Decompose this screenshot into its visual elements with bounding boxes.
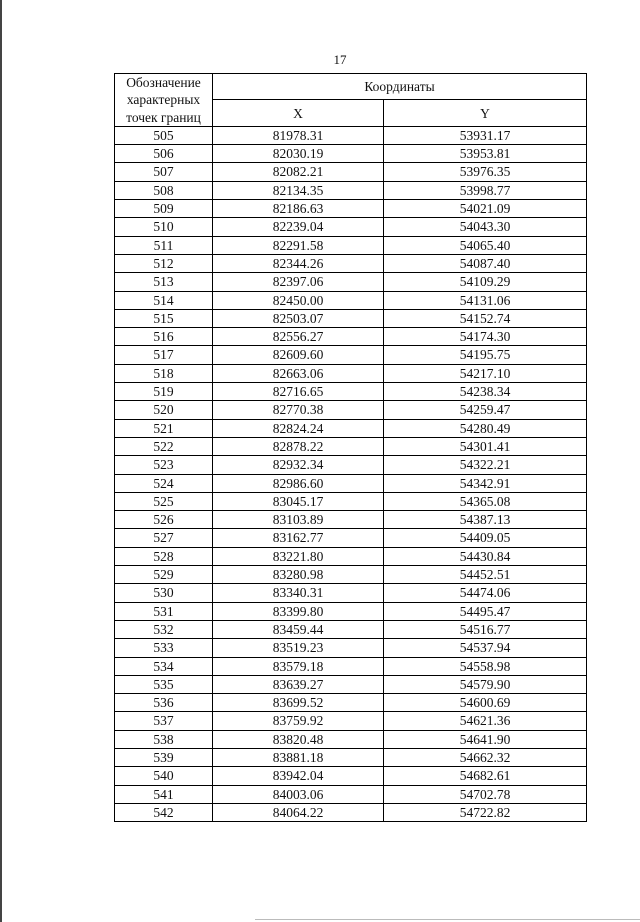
table-row (115, 437, 587, 455)
point-number-cell: 518 (115, 364, 213, 382)
point-number-cell: 537 (115, 712, 213, 730)
y-coordinate-cell: 54387.13 (384, 511, 587, 529)
x-coordinate-cell: 82239.04 (213, 218, 384, 236)
y-coordinate-cell: 53931.17 (384, 126, 587, 144)
x-coordinate-cell: 83221.80 (213, 547, 384, 565)
table-row (115, 346, 587, 364)
y-coordinate-cell: 54662.32 (384, 748, 587, 766)
page-number: 17 (333, 52, 347, 67)
table-row (115, 694, 587, 712)
x-coordinate-cell: 82986.60 (213, 474, 384, 492)
y-coordinate-cell: 54280.49 (384, 419, 587, 437)
point-header-line-2: характерных (126, 92, 201, 108)
table-row (115, 584, 587, 602)
table-row (115, 712, 587, 730)
y-coordinate-cell: 54409.05 (384, 529, 587, 547)
table-row (115, 273, 587, 291)
point-number-cell: 510 (115, 218, 213, 236)
x-coordinate-cell: 82503.07 (213, 309, 384, 327)
y-coordinate-cell: 54537.94 (384, 639, 587, 657)
point-designation-header (115, 74, 213, 127)
x-coordinate-cell: 83399.80 (213, 602, 384, 620)
point-number-cell: 509 (115, 200, 213, 218)
x-coordinate-cell: 83820.48 (213, 730, 384, 748)
point-number-cell: 514 (115, 291, 213, 309)
x-coordinate-cell: 83881.18 (213, 748, 384, 766)
table-row (115, 730, 587, 748)
coordinates-header: Координаты (213, 74, 587, 100)
point-number-cell: 539 (115, 748, 213, 766)
y-coordinate-cell: 54043.30 (384, 218, 587, 236)
table-row (115, 236, 587, 254)
table-row (115, 126, 587, 144)
point-number-cell: 519 (115, 383, 213, 401)
table-row (115, 218, 587, 236)
x-coordinate-cell: 83759.92 (213, 712, 384, 730)
y-coordinate-cell: 54641.90 (384, 730, 587, 748)
table-row (115, 364, 587, 382)
point-number-cell: 511 (115, 236, 213, 254)
y-coordinate-cell: 54600.69 (384, 694, 587, 712)
point-number-cell: 522 (115, 437, 213, 455)
point-number-cell: 512 (115, 254, 213, 272)
x-coordinate-cell: 82397.06 (213, 273, 384, 291)
x-coordinate-cell: 81978.31 (213, 126, 384, 144)
y-coordinate-cell: 54558.98 (384, 657, 587, 675)
table-row (115, 639, 587, 657)
y-coordinate-cell: 54087.40 (384, 254, 587, 272)
point-number-cell: 513 (115, 273, 213, 291)
y-coordinate-cell: 54131.06 (384, 291, 587, 309)
y-coordinate-cell: 54217.10 (384, 364, 587, 382)
point-number-cell: 538 (115, 730, 213, 748)
point-number-cell: 535 (115, 675, 213, 693)
table-row (115, 748, 587, 766)
x-coordinate-cell: 82344.26 (213, 254, 384, 272)
x-coordinate-cell: 83639.27 (213, 675, 384, 693)
table-row (115, 511, 587, 529)
x-coordinate-cell: 82450.00 (213, 291, 384, 309)
y-coordinate-cell: 54702.78 (384, 785, 587, 803)
x-coordinate-cell: 83340.31 (213, 584, 384, 602)
point-number-cell: 542 (115, 803, 213, 821)
x-coordinate-cell: 83280.98 (213, 566, 384, 584)
point-number-cell: 521 (115, 419, 213, 437)
y-coordinate-cell: 54342.91 (384, 474, 587, 492)
x-coordinate-cell: 83459.44 (213, 620, 384, 638)
table-row (115, 803, 587, 821)
y-coordinate-cell: 53998.77 (384, 181, 587, 199)
point-number-cell: 528 (115, 547, 213, 565)
x-coordinate-cell: 83162.77 (213, 529, 384, 547)
table-row (115, 401, 587, 419)
x-coordinate-cell: 82609.60 (213, 346, 384, 364)
x-column-header: X (213, 100, 384, 126)
x-coordinate-cell: 83699.52 (213, 694, 384, 712)
point-header-line-3: точек границ (126, 109, 201, 125)
x-coordinate-cell: 83579.18 (213, 657, 384, 675)
point-number-cell: 531 (115, 602, 213, 620)
y-coordinate-cell: 54195.75 (384, 346, 587, 364)
x-coordinate-cell: 83519.23 (213, 639, 384, 657)
table-row (115, 181, 587, 199)
table-row (115, 291, 587, 309)
y-coordinate-cell: 54579.90 (384, 675, 587, 693)
point-number-cell: 525 (115, 492, 213, 510)
point-number-cell: 541 (115, 785, 213, 803)
x-coordinate-cell: 82716.65 (213, 383, 384, 401)
y-coordinate-cell: 54452.51 (384, 566, 587, 584)
table-row (115, 145, 587, 163)
point-number-cell: 533 (115, 639, 213, 657)
point-number-cell: 524 (115, 474, 213, 492)
x-coordinate-cell: 82082.21 (213, 163, 384, 181)
point-number-cell: 516 (115, 328, 213, 346)
x-coordinate-cell: 82932.34 (213, 456, 384, 474)
table-row (115, 419, 587, 437)
page-bottom-edge (255, 919, 640, 920)
y-coordinate-cell: 54682.61 (384, 767, 587, 785)
y-coordinate-cell: 54021.09 (384, 200, 587, 218)
x-coordinate-cell: 82186.63 (213, 200, 384, 218)
x-coordinate-cell: 82134.35 (213, 181, 384, 199)
table-row (115, 547, 587, 565)
point-number-cell: 517 (115, 346, 213, 364)
point-number-cell: 520 (115, 401, 213, 419)
point-number-cell: 507 (115, 163, 213, 181)
point-header-line-1: Обозначение (126, 75, 201, 90)
point-number-cell: 508 (115, 181, 213, 199)
x-coordinate-cell: 83942.04 (213, 767, 384, 785)
page-left-edge (0, 0, 2, 922)
x-coordinate-cell: 82878.22 (213, 437, 384, 455)
y-coordinate-cell: 54495.47 (384, 602, 587, 620)
table-row (115, 675, 587, 693)
table-row (115, 785, 587, 803)
table-row (115, 456, 587, 474)
x-coordinate-cell: 84003.06 (213, 785, 384, 803)
y-coordinate-cell: 54474.06 (384, 584, 587, 602)
table-row (115, 657, 587, 675)
x-coordinate-cell: 83103.89 (213, 511, 384, 529)
y-coordinate-cell: 54621.36 (384, 712, 587, 730)
x-coordinate-cell: 82663.06 (213, 364, 384, 382)
y-coordinate-cell: 54301.41 (384, 437, 587, 455)
point-number-cell: 536 (115, 694, 213, 712)
coordinates-table (114, 73, 587, 822)
table-row (115, 620, 587, 638)
y-column-header: Y (384, 100, 587, 126)
table-row (115, 254, 587, 272)
y-coordinate-cell: 54152.74 (384, 309, 587, 327)
x-coordinate-cell: 82770.38 (213, 401, 384, 419)
point-number-cell: 529 (115, 566, 213, 584)
y-coordinate-cell: 54516.77 (384, 620, 587, 638)
table-row (115, 566, 587, 584)
y-coordinate-cell: 54259.47 (384, 401, 587, 419)
table-row (115, 328, 587, 346)
point-number-cell: 526 (115, 511, 213, 529)
point-number-cell: 505 (115, 126, 213, 144)
x-coordinate-cell: 83045.17 (213, 492, 384, 510)
y-coordinate-cell: 53976.35 (384, 163, 587, 181)
x-coordinate-cell: 82030.19 (213, 145, 384, 163)
y-coordinate-cell: 54322.21 (384, 456, 587, 474)
y-coordinate-cell: 54174.30 (384, 328, 587, 346)
table-row (115, 492, 587, 510)
x-coordinate-cell: 84064.22 (213, 803, 384, 821)
y-coordinate-cell: 54430.84 (384, 547, 587, 565)
y-coordinate-cell: 54238.34 (384, 383, 587, 401)
point-number-cell: 532 (115, 620, 213, 638)
point-number-cell: 534 (115, 657, 213, 675)
point-number-cell: 530 (115, 584, 213, 602)
x-coordinate-cell: 82291.58 (213, 236, 384, 254)
coordinates-table-body (115, 126, 587, 821)
x-coordinate-cell: 82824.24 (213, 419, 384, 437)
x-coordinate-cell: 82556.27 (213, 328, 384, 346)
point-number-cell: 523 (115, 456, 213, 474)
point-number-cell: 540 (115, 767, 213, 785)
y-coordinate-cell: 54109.29 (384, 273, 587, 291)
table-row (115, 602, 587, 620)
y-coordinate-cell: 54365.08 (384, 492, 587, 510)
y-coordinate-cell: 54722.82 (384, 803, 587, 821)
table-row (115, 529, 587, 547)
table-row (115, 474, 587, 492)
y-coordinate-cell: 53953.81 (384, 145, 587, 163)
table-row (115, 767, 587, 785)
y-coordinate-cell: 54065.40 (384, 236, 587, 254)
table-row (115, 163, 587, 181)
table-row (115, 309, 587, 327)
table-row (115, 200, 587, 218)
table-row (115, 383, 587, 401)
point-number-cell: 527 (115, 529, 213, 547)
point-number-cell: 506 (115, 145, 213, 163)
point-number-cell: 515 (115, 309, 213, 327)
